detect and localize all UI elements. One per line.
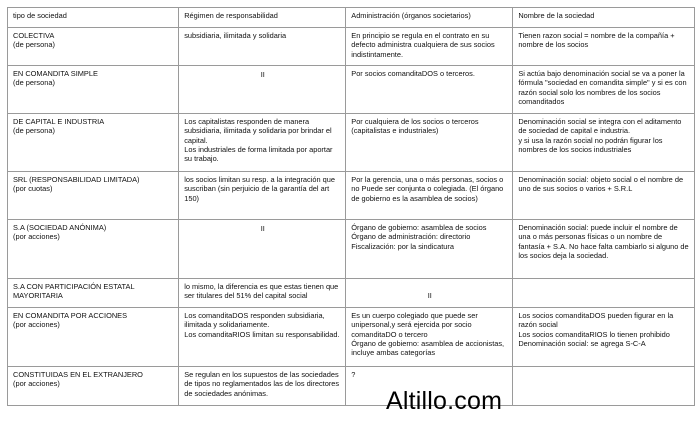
- cell-tipo: EN COMANDITA POR ACCIONES (por acciones): [8, 308, 179, 367]
- cell-regimen: Los capitalistas responden de manera subsidiaria, ilimitada y solidaria por brindar el capital. Los industriales de forma limitada por aportar su trabajo.: [179, 114, 346, 172]
- cell-nombre: [513, 367, 695, 406]
- cell-nombre: Tienen razon social = nombre de la compañía + nombre de los socios: [513, 28, 695, 66]
- cell-regimen: [179, 66, 346, 114]
- cell-regimen: subsidiaria, ilimitada y solidaria: [179, 28, 346, 66]
- cell-regimen: lo mismo, la diferencia es que estas tienen que ser titulares del 51% del capital social: [179, 279, 346, 308]
- header-row: [8, 8, 695, 28]
- cell-tipo: COLECTIVA (de persona): [8, 28, 179, 66]
- cell-administracion: Por la gerencia, una o más personas, socios o no Puede ser conjunta o colegiada. (El órgano de gobierno es la asamblea de socios): [346, 172, 513, 220]
- table-row: [8, 367, 695, 406]
- cell-regimen: Los comanditaDOS responden subsidiaria, ilimitada y solidariamente. Los comanditaRIOS limitan su responsabilidad.: [179, 308, 346, 367]
- cell-tipo: DE CAPITAL E INDUSTRIA (de persona): [8, 114, 179, 172]
- same-mark: II: [260, 224, 265, 233]
- cell-nombre: Si actúa bajo denominación social se va a poner la fórmula "sociedad en comandita simple" y si es con razón social solo los nombres de los socios comanditados: [513, 66, 695, 114]
- same-mark: II: [260, 70, 265, 79]
- cell-nombre: Denominación social se integra con el aditamento de sociedad de capital e industria. y si usa la razón social no podrán figurar los nombres de los socios industriales: [513, 114, 695, 172]
- cell-regimen: los socios limitan su resp. a la integración que suscriban (sin perjuicio de la garantía del art 150): [179, 172, 346, 220]
- cell-administracion: Es un cuerpo colegiado que puede ser unipersonal,y será ejercida por socio comanditaDO o tercero Órgano de gobierno: asamblea de accionistas, incluye ambas categorías: [346, 308, 513, 367]
- table-row: [8, 28, 695, 66]
- cell-administracion: Órgano de gobierno: asamblea de socios Órgano de administración: directorio Fiscalización: por la sindicatura: [346, 220, 513, 279]
- table-row: [8, 220, 695, 279]
- cell-tipo: CONSTITUIDAS EN EL EXTRANJERO (por acciones): [8, 367, 179, 406]
- same-mark: II: [427, 291, 432, 300]
- cell-nombre: Los socios comanditaDOS pueden figurar en la razón social Los socios comanditaRIOS lo tienen prohibido Denominación social: se agrega S-C-A: [513, 308, 695, 367]
- cell-tipo: S.A CON PARTICIPACIÓN ESTATAL MAYORITARIA: [8, 279, 179, 308]
- cell-administracion: Por socios comanditaDOS o terceros.: [346, 66, 513, 114]
- header-nombre: Nombre de la sociedad: [513, 8, 695, 28]
- cell-nombre: Denominación social: puede incluir el nombre de una o más personas físicas o un nombre de fantasía + S.A. No hace falta cambiarlo si alguno de los socios deja la sociedad.: [513, 220, 695, 279]
- cell-administracion: ?: [346, 367, 513, 406]
- cell-tipo: S.A (SOCIEDAD ANÓNIMA) (por acciones): [8, 220, 179, 279]
- cell-tipo: SRL (RESPONSABILIDAD LIMITADA) (por cuotas): [8, 172, 179, 220]
- sociedades-table: [7, 7, 695, 406]
- header-tipo: tipo de sociedad: [8, 8, 179, 28]
- cell-nombre: Denominación social: objeto social o el nombre de uno de sus socios o varios + S.R.L: [513, 172, 695, 220]
- header-regimen: Régimen de responsabilidad: [179, 8, 346, 28]
- cell-administracion: [346, 279, 513, 308]
- header-administracion: Administración (órganos societarios): [346, 8, 513, 28]
- cell-nombre: [513, 279, 695, 308]
- table-row: [8, 114, 695, 172]
- cell-regimen: [179, 220, 346, 279]
- table-row: [8, 279, 695, 308]
- cell-regimen: Se regulan en los supuestos de las sociedades de tipos no reglamentados las de los directores de sociedades anónimas.: [179, 367, 346, 406]
- cell-administracion: En principio se regula en el contrato en su defecto administra cualquiera de sus socios indistintamente.: [346, 28, 513, 66]
- cell-administracion: Por cualquiera de los socios o terceros (capitalistas e industriales): [346, 114, 513, 172]
- cell-tipo: EN COMANDITA SIMPLE (de persona): [8, 66, 179, 114]
- site-watermark: Altillo.com: [386, 387, 503, 415]
- table-row: [8, 308, 695, 367]
- table-row: [8, 66, 695, 114]
- table-row: [8, 172, 695, 220]
